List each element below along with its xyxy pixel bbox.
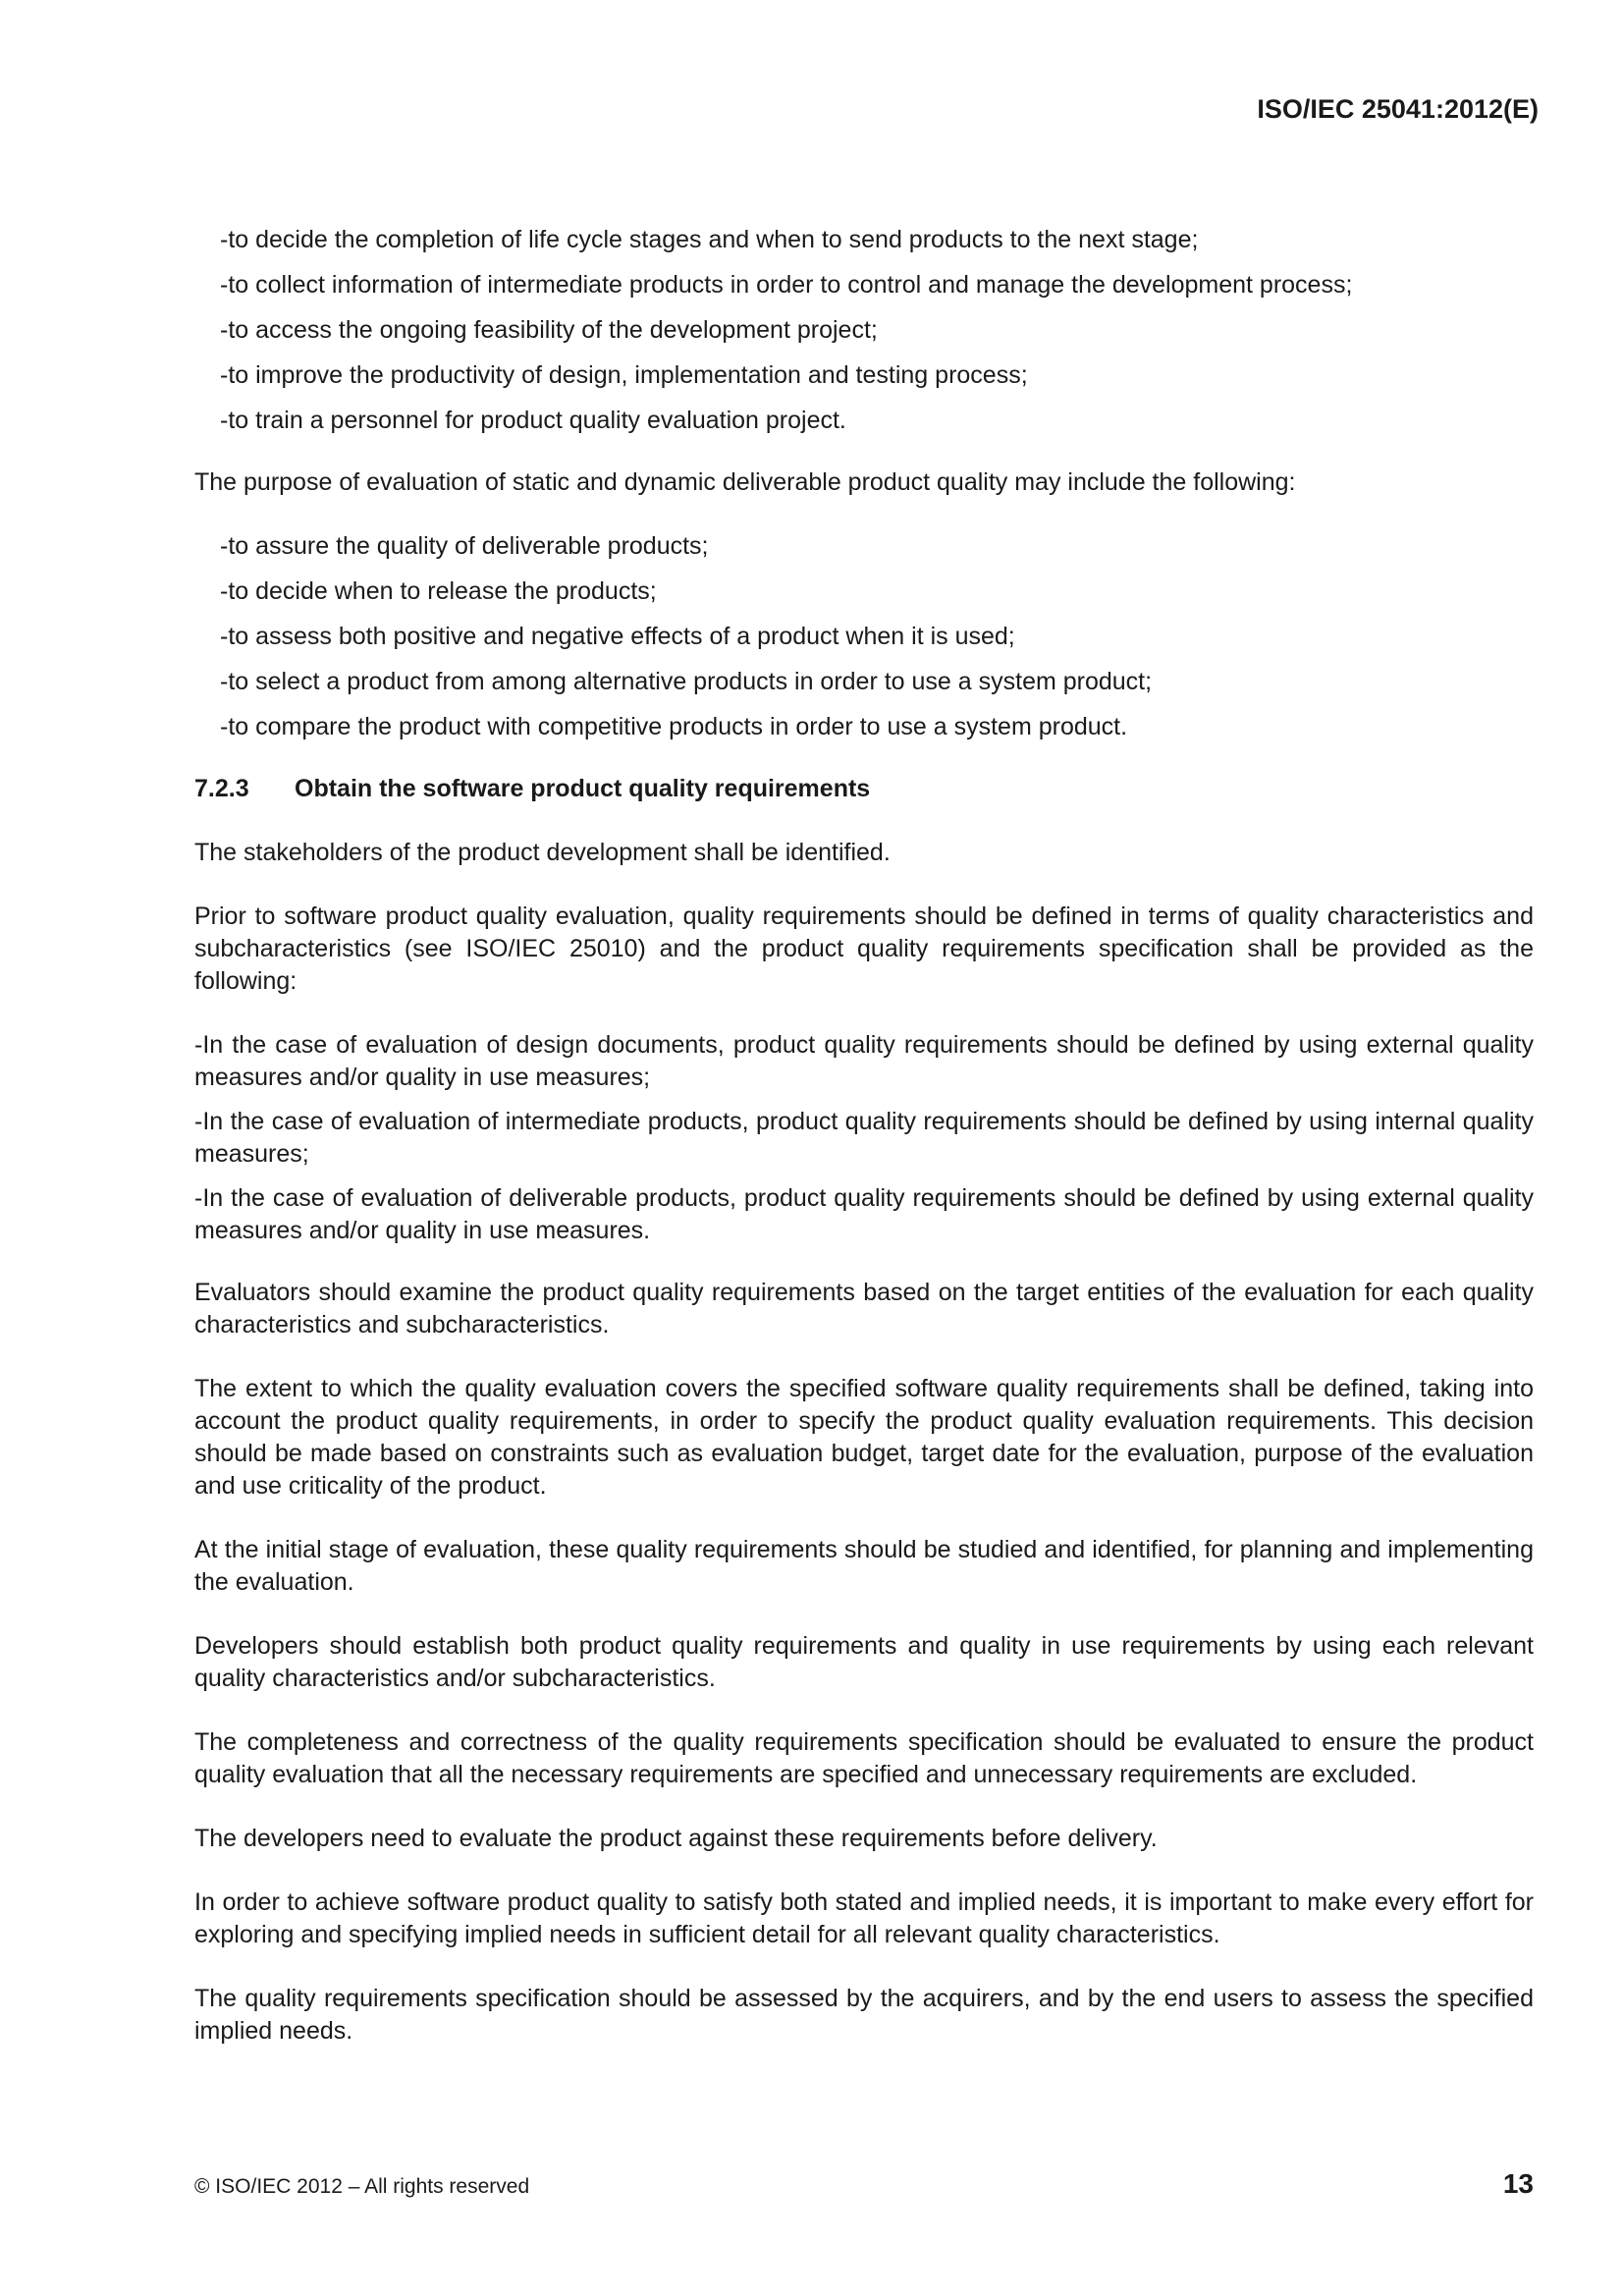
list-item: -to decide the completion of life cycle stages and when to send products to the next stage; bbox=[220, 226, 1199, 253]
page-number: 13 bbox=[1502, 2168, 1534, 2199]
stakeholders-paragraph: The stakeholders of the product development shall be identified. bbox=[194, 839, 891, 866]
evaluation-cases-list bbox=[194, 1029, 1534, 1247]
body-paragraph: The developers need to evaluate the product against these requirements before delivery. bbox=[194, 1825, 1158, 1852]
list-item: -to collect information of intermediate products in order to control and manage the development process; bbox=[220, 271, 1353, 299]
document-id-header: ISO/IEC 25041:2012(E) bbox=[1257, 94, 1539, 124]
list-item: -In the case of evaluation of deliverable products, product quality requirements should be defined by using external quality measures and/or quality in use measures. bbox=[194, 1184, 1534, 1244]
page-footer bbox=[194, 2168, 1534, 2200]
section-number: 7.2.3 bbox=[194, 775, 249, 802]
deliverable-purpose-list bbox=[220, 530, 1534, 743]
body-paragraph: The quality requirements specification should be assessed by the acquirers, and by the end users to assess the specified implied needs. bbox=[194, 1985, 1534, 2045]
list-item: -to select a product from among alternative products in order to use a system product; bbox=[220, 668, 1153, 695]
list-item: -to access the ongoing feasibility of the development project; bbox=[220, 316, 878, 344]
body-paragraph: Evaluators should examine the product quality requirements based on the target entities of the evaluation for each quality characteristics and subcharacteristics. bbox=[194, 1279, 1534, 1339]
prior-evaluation-paragraph: Prior to software product quality evaluation, quality requirements should be defined in terms of quality characteristics and subcharacteristics (see ISO/IEC 25010) and the product quality requirements specification shall be provided as the following: bbox=[194, 902, 1534, 995]
body-paragraph: At the initial stage of evaluation, these quality requirements should be studied and identified, for planning and implementing the evaluation. bbox=[194, 1536, 1534, 1596]
copyright-notice: © ISO/IEC 2012 – All rights reserved bbox=[194, 2175, 530, 2198]
body-paragraph: The extent to which the quality evaluation covers the specified software quality requirements shall be defined, taking into account the product quality requirements, in order to specify the product quality evaluation requirements. This decision should be made based on constraints such as evaluation budget, target date for the evaluation, purpose of the evaluation and use criticality of the product. bbox=[194, 1375, 1534, 1500]
section-heading bbox=[194, 773, 1534, 805]
body-paragraph: Developers should establish both product quality requirements and quality in use requirements by using each relevant quality characteristics and/or subcharacteristics. bbox=[194, 1632, 1534, 1692]
section-title: Obtain the software product quality requirements bbox=[295, 775, 871, 802]
list-item: -to improve the productivity of design, implementation and testing process; bbox=[220, 361, 1028, 389]
life-cycle-purpose-list bbox=[220, 224, 1534, 437]
body-paragraph: The completeness and correctness of the quality requirements specification should be evaluated to ensure the product quality evaluation that all the necessary requirements are specified and unnecessary requirements are excluded. bbox=[194, 1728, 1534, 1788]
list-item: -to assure the quality of deliverable products; bbox=[220, 532, 709, 560]
purpose-paragraph: The purpose of evaluation of static and dynamic deliverable product quality may include the following: bbox=[194, 468, 1296, 496]
list-item: -to assess both positive and negative effects of a product when it is used; bbox=[220, 623, 1015, 650]
list-item: -to decide when to release the products; bbox=[220, 577, 657, 605]
body-paragraph: In order to achieve software product quality to satisfy both stated and implied needs, it is important to make every effort for exploring and specifying implied needs in sufficient detail for all relevant quality characteristics. bbox=[194, 1888, 1534, 1948]
list-item: -to train a personnel for product quality evaluation project. bbox=[220, 407, 846, 434]
page-body bbox=[194, 224, 1534, 2079]
list-item: -to compare the product with competitive products in order to use a system product. bbox=[220, 713, 1128, 740]
list-item: -In the case of evaluation of intermediate products, product quality requirements should be defined by using internal quality measures; bbox=[194, 1108, 1534, 1168]
list-item: -In the case of evaluation of design documents, product quality requirements should be defined by using external quality measures and/or quality in use measures; bbox=[194, 1031, 1534, 1091]
